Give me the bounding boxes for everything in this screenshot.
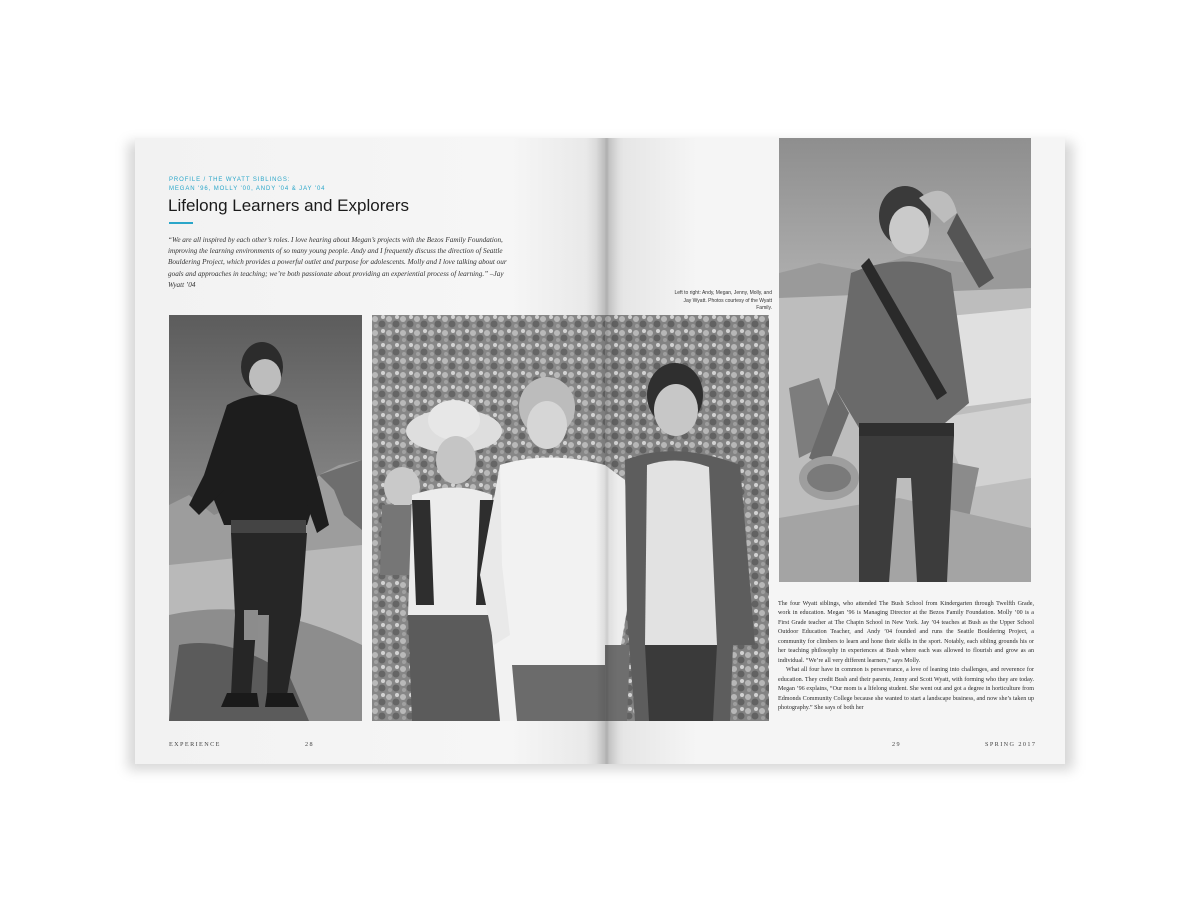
pull-quote: “We are all inspired by each other’s roles. I love hearing about Megan’s projects with the Bezos Family Foundation, improving the learning environments of so many young people. Andy and I frequently discuss the direction of Seattle Bouldering Project, which provides a powerful outlet and purpose for adolescents. Molly and I love talking about our goals and approaches in teaching; we’re both passionate about providing an experiential process of learning.” –Jay Wyatt ’04: [168, 236, 507, 289]
body-paragraph: What all four have in common is perseverance, a love of leaning into challenges, and reverence for education. They credit Bush and their parents, Jenny and Scott Wyatt, with forming who they are today. Megan ’96 explains, “Our mom is a lifelong student. She went out and got a degree in horticulture from Edmonds Community College because she wanted to start a landscape business, and now she’s taken up photography.” She says of both her: [778, 667, 1034, 711]
photo-group-right: [605, 315, 769, 721]
kicker-line-1: PROFILE / THE WYATT SIBLINGS:: [169, 177, 291, 183]
photo-caption: Left to right: Andy, Megan, Jenny, Molly, and Jay Wyatt. Photos courtesy of the Wyatt Family.: [674, 290, 772, 311]
photo-jay: [779, 138, 1031, 582]
left-page: [135, 138, 605, 764]
footer-issue-label: SPRING 2017: [985, 741, 1037, 748]
photo-group-left: [372, 315, 605, 721]
title-accent-rule: [169, 222, 193, 224]
right-page: [605, 138, 1065, 764]
footer-section-label: EXPERIENCE: [169, 741, 221, 748]
page-number-left: 28: [305, 741, 314, 748]
body-paragraph: The four Wyatt siblings, who attended The Bush School from Kindergarten through Twelfth Grade, work in education. Megan ’96 is Managing Director at the Bezos Family Foundation. Molly ’00 is a First Grade teacher at The Chapin School in New York. Jay ’04 teaches at Bush as the Upper School Outdoor Education Teacher, and Andy ’04 founded and runs the Seattle Bouldering Project, a community for climbers to learn and hone their skills in the sport. Notably, each sibling grounds his or her teaching philosophy in experiences at Bush where each was allowed to flourish and grow as an individual. “We’re all very different learners,” says Molly.: [778, 601, 1034, 664]
page-number-right: 29: [892, 741, 901, 748]
kicker-line-2: MEGAN '96, MOLLY '00, ANDY '04 & JAY '04: [169, 186, 326, 192]
article-title: Lifelong Learners and Explorers: [168, 196, 409, 215]
photo-andy: [169, 315, 362, 721]
article-body: [778, 600, 1034, 713]
profile-kicker: [169, 176, 469, 194]
